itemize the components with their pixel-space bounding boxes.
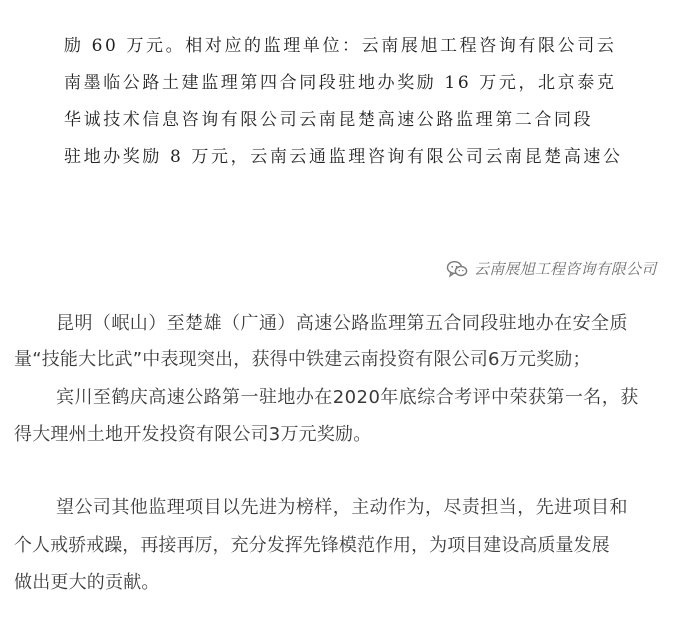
paragraph-line: 做出更大的贡献。 <box>14 572 160 593</box>
paragraph-line: 个人戒骄戒躁，再接再厉，充分发挥先锋模范作用，为项目建设高质量发展 <box>14 535 610 556</box>
scanned-line: 励 60 万元。相对应的监理单位：云南展旭工程咨询有限公司云 <box>64 36 617 56</box>
paragraph-line: 昆明（岷山）至楚雄（广通）高速公路监理第五合同段驻地办在安全质 <box>56 313 628 334</box>
paragraph-line: 宾川至鹤庆高速公路第一驻地办在2020年底综合考评中荣获第一名，获 <box>56 387 639 408</box>
paragraph-line: 量“技能大比武”中表现突出，获得中铁建云南投资有限公司6万元奖励； <box>14 349 591 370</box>
paragraph-line: 得大理州土地开发投资有限公司3万元奖励。 <box>14 424 372 445</box>
scanned-document-excerpt <box>0 0 699 262</box>
watermark-text: 云南展旭工程咨询有限公司 <box>474 260 657 278</box>
scanned-line: 驻地办奖励 8 万元，云南云通监理咨询有限公司云南昆楚高速公 <box>64 147 623 167</box>
wechat-icon <box>446 260 468 278</box>
source-watermark <box>446 258 656 279</box>
scanned-line: 南墨临公路土建监理第四合同段驻地办奖励 16 万元，北京泰克 <box>64 73 617 93</box>
paragraph-line: 望公司其他监理项目以先进为榜样，主动作为，尽责担当，先进项目和 <box>56 497 628 518</box>
scanned-line: 华诚技术信息咨询有限公司云南昆楚高速公路监理第二合同段 <box>64 110 594 130</box>
